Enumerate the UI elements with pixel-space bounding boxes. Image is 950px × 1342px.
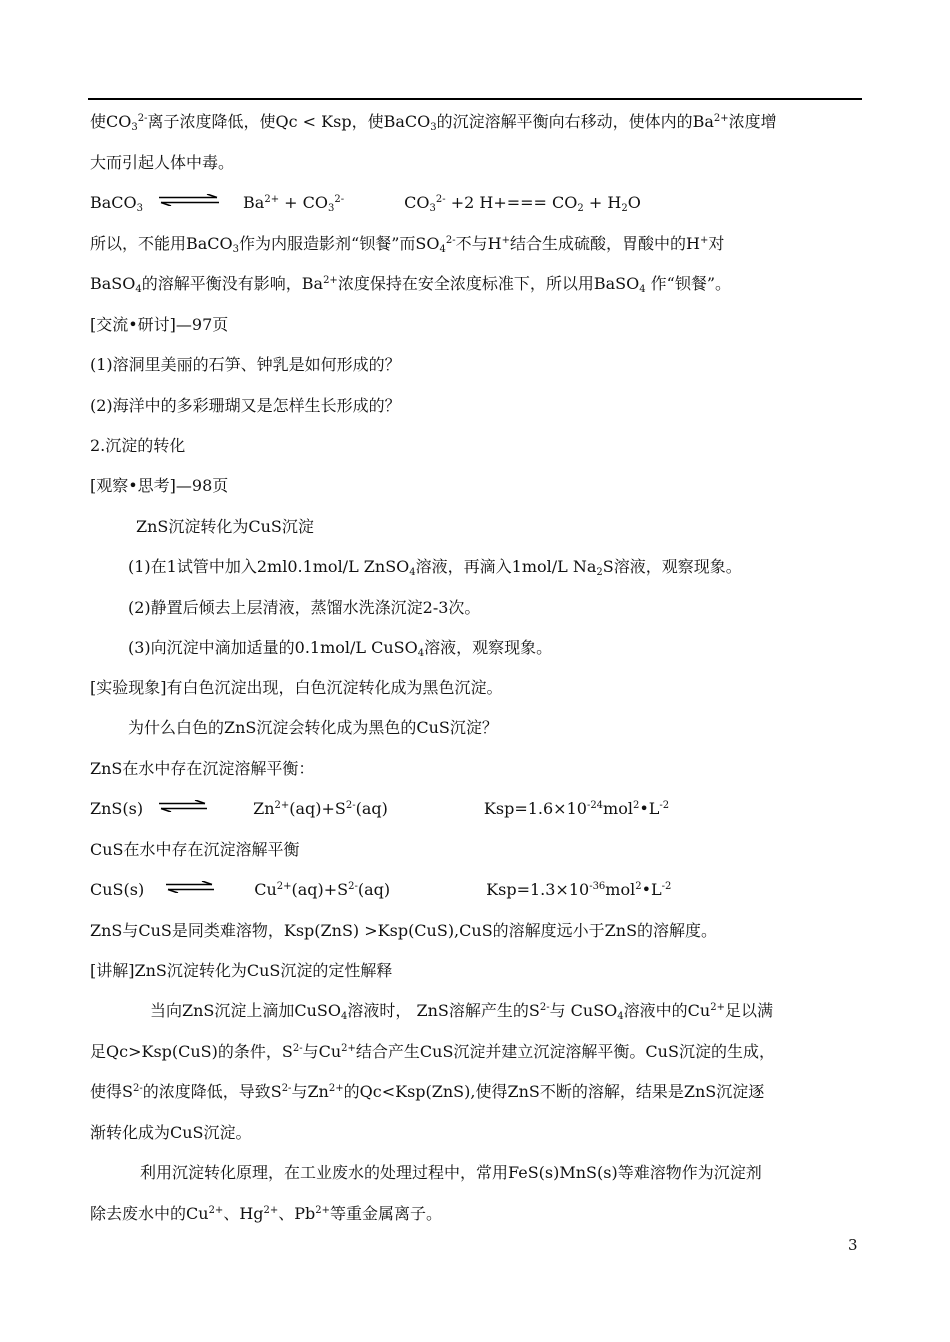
section-heading-explain: [讲解]ZnS沉淀转化为CuS沉淀的定性解释 bbox=[90, 961, 393, 980]
section-heading-discussion: [交流•研讨]—97页 bbox=[90, 315, 229, 334]
step-1: (1)在1试管中加入2ml0.1mol/L ZnSO$_4$溶液，再滴入1mol/L $Na_2S$溶液，观察现象。 bbox=[128, 557, 742, 578]
equation-baco3: BaCO$_3$ $Ba^{2+} + CO_3^{2-}$ $CO_3^{2-} +2$ $H+=== CO_2 + H_2O$ bbox=[90, 193, 641, 214]
question-1: (1)溶洞里美丽的石笋、钟乳是如何形成的？ bbox=[90, 355, 401, 374]
text-line-4: 所以，不能用BaCO$_3$作为内服造影剂“钡餐”而$SO_4^{2-}$不与H+结合生成硫酸，胃酸中的H+对 bbox=[90, 234, 725, 255]
section-heading-conversion: 2.沉淀的转化 bbox=[90, 436, 186, 455]
equilibrium-arrow-icon bbox=[164, 881, 216, 893]
equation-cus: CuS(s) $Cu^{2+}(aq)+S^{2-}(aq)$ $Ksp=1.3\times 10^{-36}mol^2•L^{-2}$ bbox=[90, 880, 672, 899]
equilibrium-arrow-icon bbox=[157, 194, 221, 206]
text-line-2: 大而引起人体中毒。 bbox=[90, 153, 235, 172]
equilibrium-arrow-icon bbox=[157, 800, 209, 812]
experiment-phenomenon: [实验现象]有白色沉淀出现，白色沉淀转化成为黑色沉淀。 bbox=[90, 678, 503, 697]
paragraph-explain-line-3: 使得$S^{2-}$的浓度降低，导致$S^{2-}$与$Zn^{2+}$的Qc<Ksp(ZnS),使得ZnS不断的溶解，结果是ZnS沉淀逐 bbox=[90, 1082, 765, 1101]
text-line-1: 使$CO_3^{2-}$离子浓度降低，使Qc < Ksp，使BaCO$_3$的沉淀溶解平衡向右移动，使体内的$Ba^{2+}$浓度增 bbox=[90, 112, 777, 133]
paragraph-application-line-2: 除去废水中的$Cu^{2+}$、$Hg^{2+}$、$Pb^{2+}$等重金属离子。 bbox=[90, 1204, 443, 1223]
text-line-19: CuS在水中存在沉淀溶解平衡 bbox=[90, 840, 300, 859]
paragraph-explain-line-2: 足Qc>Ksp(CuS)的条件，$S^{2-}$与$Cu^{2+}$结合产生CuS沉淀并建立沉淀溶解平衡。CuS沉淀的生成， bbox=[90, 1042, 775, 1061]
text-line-5: BaSO$_4$的溶解平衡没有影响，$Ba^{2+}$浓度保持在安全浓度标准下，所以用BaSO$_4$ 作“钡餐”。 bbox=[90, 274, 732, 295]
experiment-title: ZnS沉淀转化为CuS沉淀 bbox=[136, 517, 314, 536]
text-line-21: ZnS与CuS是同类难溶物，Ksp(ZnS) >Ksp(CuS),CuS的溶解度远小于ZnS的溶解度。 bbox=[90, 921, 718, 940]
header-rule bbox=[88, 98, 862, 100]
equation-zns: ZnS(s) $Zn^{2+}(aq)+S^{2-}(aq)$ $Ksp=1.6\times 10^{-24}mol^2•L^{-2}$ bbox=[90, 799, 670, 818]
question-why: 为什么白色的ZnS沉淀会转化成为黑色的CuS沉淀？ bbox=[128, 718, 498, 737]
step-2: (2)静置后倾去上层清液，蒸馏水洗涤沉淀2-3次。 bbox=[128, 598, 481, 617]
question-2: (2)海洋中的多彩珊瑚又是怎样生长形成的？ bbox=[90, 396, 401, 415]
paragraph-application-line-1: 利用沉淀转化原理，在工业废水的处理过程中，常用FeS(s)MnS(s)等难溶物作为沉淀剂 bbox=[140, 1163, 762, 1182]
paragraph-explain-line-1: 当向ZnS沉淀上滴加CuSO$_4$溶液时， ZnS溶解产生的$S^{2-}$与 CuSO$_4$溶液中的$Cu^{2+}$足以满 bbox=[150, 1001, 773, 1022]
section-heading-observe: [观察•思考]—98页 bbox=[90, 476, 229, 495]
paragraph-explain-line-4: 渐转化成为CuS沉淀。 bbox=[90, 1123, 252, 1142]
step-3: (3)向沉淀中滴加适量的0.1mol/L CuSO$_4$溶液，观察现象。 bbox=[128, 638, 553, 659]
page-number: 3 bbox=[848, 1236, 858, 1254]
text-line-17: ZnS在水中存在沉淀溶解平衡： bbox=[90, 759, 315, 778]
